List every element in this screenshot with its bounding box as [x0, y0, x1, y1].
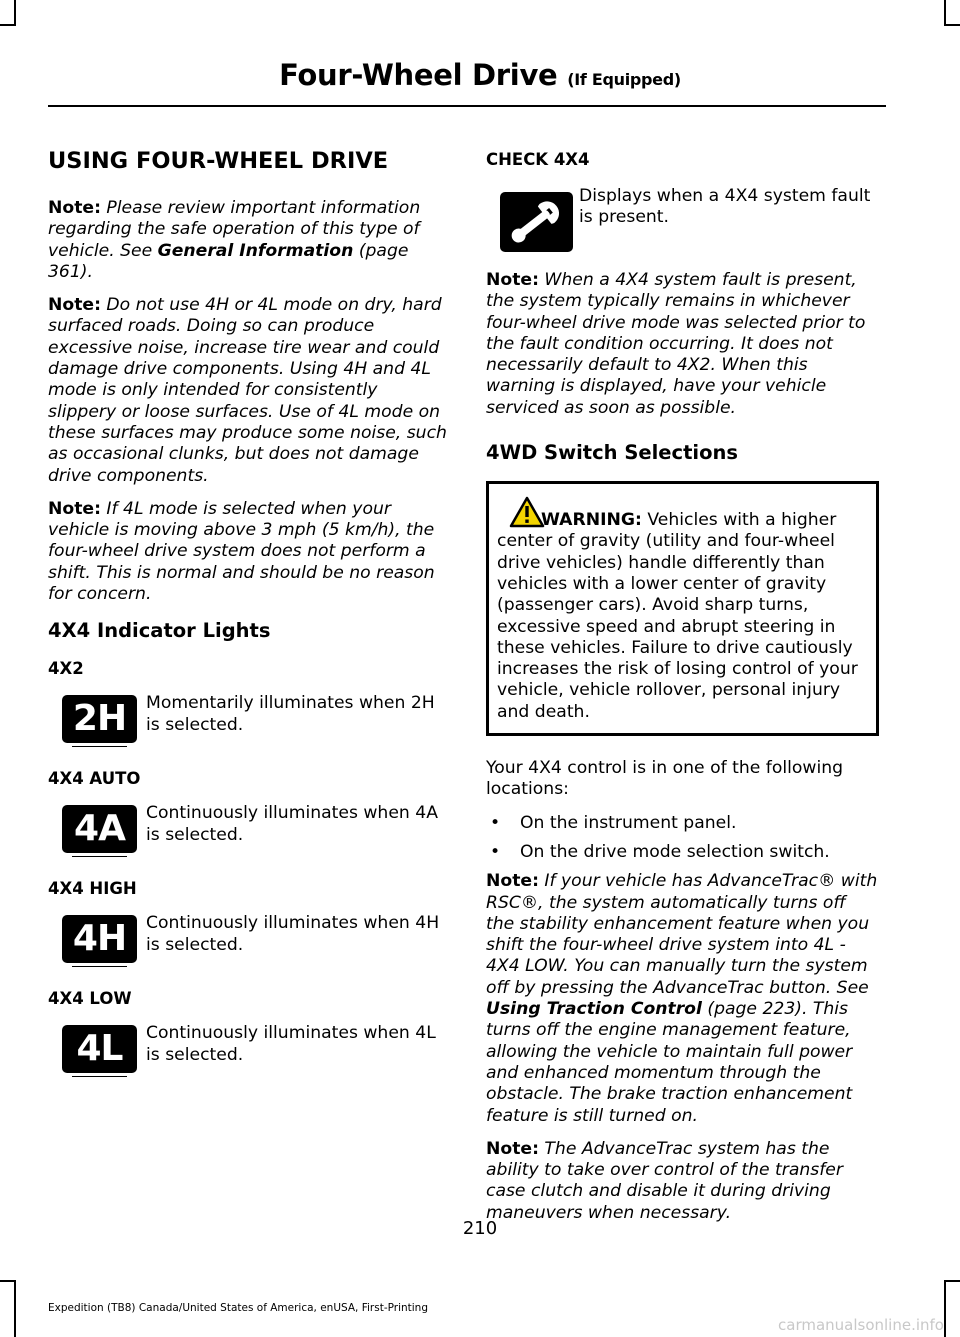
note-text-continued: (page 223). This turns off the engine management feature, allowing the vehicle to maintain full power and enhanced momentum through the obstacle. The brake traction enhancement feature is still turned on.	[486, 999, 853, 1126]
indicator-row-4x4-low	[48, 1023, 448, 1085]
note-transfer-case	[486, 1139, 879, 1224]
indicator-row-4x2	[48, 693, 448, 755]
warning-text: Vehicles with a higher center of gravity (utility and four-wheel drive vehicles) handle differently than vehicles with a lower center of gravity (passenger cars). Avoid sharp turns, excessive speed and abrupt steering in these vehicles. Failure to drive cautiously increases the risk of losing control of your vehicle, vehicle rollover, personal injury and death.	[497, 510, 858, 722]
indicator-row-4x4-high	[48, 913, 448, 975]
note-general-information	[48, 198, 448, 283]
indicator-4h-icon: 4H	[62, 915, 137, 963]
crop-mark-top-right-h	[944, 24, 960, 26]
crop-mark-bottom-right-h	[944, 1280, 960, 1282]
note-label: Note:	[486, 1138, 539, 1159]
note-page-ref: (page 361).	[48, 240, 409, 282]
note-label: Note:	[48, 295, 101, 316]
check-4x4-heading: CHECK 4X4	[486, 150, 590, 169]
note-label: Note:	[48, 498, 101, 519]
indicator-description: Continuously illuminates when 4A is selected.	[146, 803, 438, 845]
note-text: The AdvanceTrac system has the ability to take over control of the transfer case clutch and disable it during driving maneuvers when necessary.	[486, 1138, 843, 1223]
indicator-title-4x4-auto: 4X4 AUTO	[48, 769, 141, 789]
note-text: Do not use 4H or 4L mode on dry, hard surfaced roads. Doing so can produce excessive noise, increase tire wear and could damage drive components. Using 4H and 4L mode is only intended for consistently slippery or loose surfaces. Use of 4L mode on these surfaces may produce some noise, such as occasional clunks, but does not damage drive components.	[48, 295, 447, 486]
locations-intro: Your 4X4 control is in one of the following locations:	[486, 758, 844, 800]
watermark: carmanualsonline.info	[778, 1316, 944, 1334]
note-text: Please review important information regarding the safe operation of this type of vehicle. See	[48, 198, 421, 261]
indicator-lights-heading: 4X4 Indicator Lights	[48, 619, 271, 643]
indicator-title-4x4-high: 4X4 HIGH	[48, 879, 137, 899]
locations-list	[486, 813, 879, 864]
note-text: When a 4X4 system fault is present, the system typically remains in whichever four-wheel drive mode was selected prior to the fault condition occurring. It does not necessarily default to 4X2. When this warning is displayed, have your vehicle serviced as soon as possible.	[486, 270, 866, 418]
check-4x4-description: Displays when a 4X4 system fault is present.	[579, 186, 871, 228]
footer-edition: Expedition (TB8) Canada/United States of America, enUSA, First-Printing	[48, 1302, 429, 1314]
note-label: Note:	[48, 198, 101, 218]
right-column	[486, 140, 879, 1236]
crop-mark-top-right-v	[944, 0, 946, 26]
crop-mark-bottom-right-v	[944, 1280, 946, 1337]
note-advancetrac	[486, 871, 879, 1127]
crop-mark-top-left-v	[14, 0, 16, 26]
header-rule	[48, 105, 886, 107]
warning-triangle-icon	[509, 496, 545, 534]
indicator-title-4x2: 4X2	[48, 659, 84, 679]
indicator-row-4x4-auto	[48, 803, 448, 865]
general-information-link[interactable]: General Information	[157, 240, 354, 261]
indicator-2h-icon: 2H	[62, 695, 137, 743]
note-label: Note:	[486, 270, 539, 290]
crop-mark-top-left-h	[0, 24, 16, 26]
note-dry-roads	[48, 295, 448, 487]
indicator-description: Continuously illuminates when 4L is selected.	[146, 1023, 436, 1065]
crop-mark-bottom-left-h	[0, 1280, 16, 1282]
page-number: 210	[462, 1218, 498, 1239]
note-text: If your vehicle has AdvanceTrac® with RSC®, the system automatically turns off the stability enhancement feature when you shift the four-wheel drive system into 4L - 4X4 LOW. You can manually turn the system off by pressing the AdvanceTrac button. See	[486, 871, 878, 998]
warning-box	[486, 481, 879, 736]
indicator-description: Momentarily illuminates when 2H is selected.	[146, 693, 435, 735]
indicator-title-4x4-low: 4X4 LOW	[48, 989, 132, 1009]
indicator-description: Continuously illuminates when 4H is selected.	[146, 913, 440, 955]
page-header-title	[0, 58, 960, 92]
indicator-4a-icon: 4A	[62, 805, 137, 853]
warning-label: WARNING:	[541, 510, 642, 531]
switch-selections-heading: 4WD Switch Selections	[486, 441, 738, 465]
header-title-main: Four-Wheel Drive	[279, 58, 558, 92]
list-item: • On the instrument panel.	[486, 813, 879, 834]
note-fault-present	[486, 270, 879, 419]
list-item: • On the drive mode selection switch.	[486, 842, 879, 863]
left-column	[48, 140, 448, 1093]
note-4l-speed	[48, 499, 448, 605]
indicator-4l-icon: 4L	[62, 1025, 137, 1073]
header-title-suffix: (If Equipped)	[567, 70, 681, 89]
check-4x4-row	[486, 186, 879, 266]
crop-mark-bottom-left-v	[14, 1280, 16, 1337]
using-traction-control-link[interactable]: Using Traction Control	[486, 999, 702, 1020]
wrench-icon	[500, 192, 573, 252]
note-label: Note:	[486, 871, 539, 892]
section-heading-using-4wd: USING FOUR-WHEEL DRIVE	[48, 148, 389, 174]
note-text: If 4L mode is selected when your vehicle is moving above 3 mph (5 km/h), the four-wheel drive system does not perform a shift. This is normal and should be no reason for concern.	[48, 498, 435, 605]
